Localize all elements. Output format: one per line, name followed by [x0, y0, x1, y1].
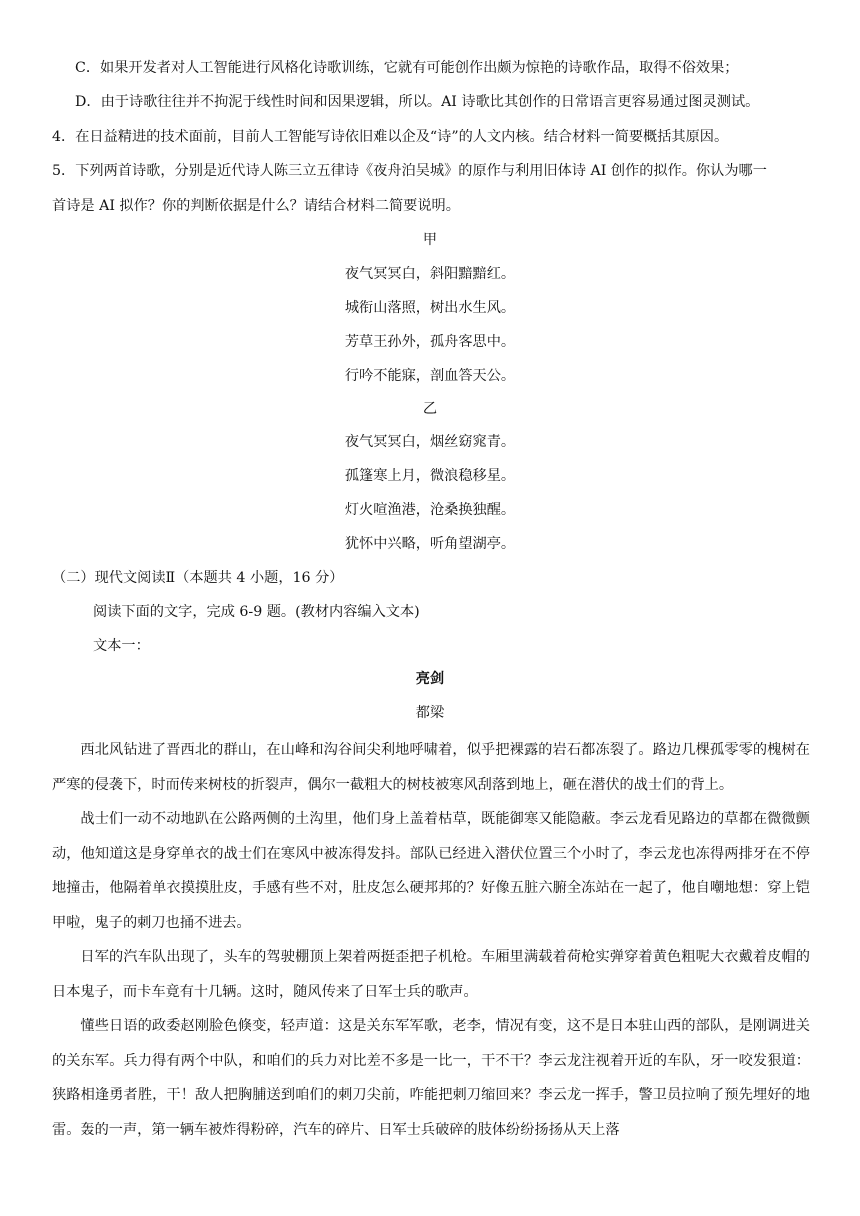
poem-a-label: 甲	[422, 232, 438, 248]
poem-b-label: 乙	[422, 401, 438, 417]
story-title: 亮剑	[415, 671, 445, 687]
poem-a-line: 行吟不能寐，剖血答天公。	[344, 368, 516, 384]
poem-a-line: 城衔山落照，树出水生风。	[344, 300, 516, 316]
poem-a-line: 夜气冥冥白，斜阳黯黯红。	[344, 266, 516, 282]
question-5-line1: 5．下列两首诗歌，分别是近代诗人陈三立五律诗《夜舟泊吴城》的原作与利用旧体诗 AI 创作的拟作。你认为哪一	[52, 163, 767, 179]
option-c: C．如果开发者对人工智能进行风格化诗歌训练，它就有可能创作出颇为惊艳的诗歌作品，取得不俗效果；	[75, 60, 739, 76]
option-d: D．由于诗歌往往并不拘泥于线性时间和因果逻辑，所以。AI 诗歌比其创作的日常语言更容易通过图灵测试。	[75, 94, 760, 110]
story-paragraph: 战士们一动不动地趴在公路两侧的土沟里，他们身上盖着枯草，既能御寒又能隐蔽。李云龙看见路边的草都在微微颤动，他知道这是身穿单衣的战士们在寒风中被冻得发抖。部队已经进入潜伏位置三个小时了，李云龙也冻得两排牙在不停地撞击，他隔着单衣摸摸肚皮，手感有些不对，肚皮怎么硬邦邦的？好像五脏六腑全冻站在一起了，他自嘲地想：穿上铠甲啦，鬼子的刺刀也捅不进去。	[52, 811, 810, 931]
story-paragraph: 懂些日语的政委赵刚脸色倏变，轻声道：这是关东军军歌，老李，情况有变，这不是日本驻山西的部队，是刚调进关的关东军。兵力得有两个中队，和咱们的兵力对比差不多是一比一，干不干？李云龙注视着开近的车队，牙一咬发狠道：狭路相逢勇者胜，干！敌人把胸脯送到咱们的刺刀尖前，咋能把刺刀缩回来？李云龙一挥手，警卫员拉响了预先埋好的地雷。轰的一声，第一辆车被炸得粉碎，汽车的碎片、日军士兵破碎的肢体纷纷扬扬从天上落	[52, 1018, 810, 1138]
story-author: 都梁	[415, 705, 445, 721]
story-body	[52, 733, 810, 1147]
section-instruction: 阅读下面的文字，完成 6-9 题。(教材内容编入文本)	[93, 604, 420, 620]
poem-b-line: 灯火喧渔港，沧桑换独醒。	[344, 502, 516, 518]
poem-b-line: 夜气冥冥白，烟丝窈窕青。	[344, 434, 516, 450]
poem-b-line: 犹怀中兴略，听角望湖亭。	[344, 536, 516, 552]
poem-a-line: 芳草王孙外，孤舟客思中。	[344, 334, 516, 350]
text-label: 文本一：	[93, 638, 150, 654]
section-heading: （二）现代文阅读Ⅱ（本题共 4 小题，16 分）	[52, 570, 344, 586]
story-paragraph: 日军的汽车队出现了，头车的驾驶棚顶上架着两挺歪把子机枪。车厢里满载着荷枪实弹穿着黄色粗呢大衣戴着皮帽的日本鬼子，而卡车竟有十几辆。这时，随风传来了日军士兵的歌声。	[52, 949, 810, 1000]
poem-b-line: 孤篷寒上月，微浪稳移星。	[344, 468, 516, 484]
story-paragraph: 西北风钻进了晋西北的群山，在山峰和沟谷间尖利地呼啸着，似乎把裸露的岩石都冻裂了。路边几棵孤零零的槐树在严寒的侵袭下，时而传来树枝的折裂声，偶尔一截粗大的树枝被寒风刮落到地上，砸在潜伏的战士们的背上。	[52, 742, 810, 793]
question-4: 4．在日益精进的技术面前，目前人工智能写诗依旧难以企及“诗”的人文内核。结合材料一简要概括其原因。	[52, 129, 729, 145]
question-5-line2: 首诗是 AI 拟作？你的判断依据是什么？请结合材料二简要说明。	[52, 198, 460, 214]
